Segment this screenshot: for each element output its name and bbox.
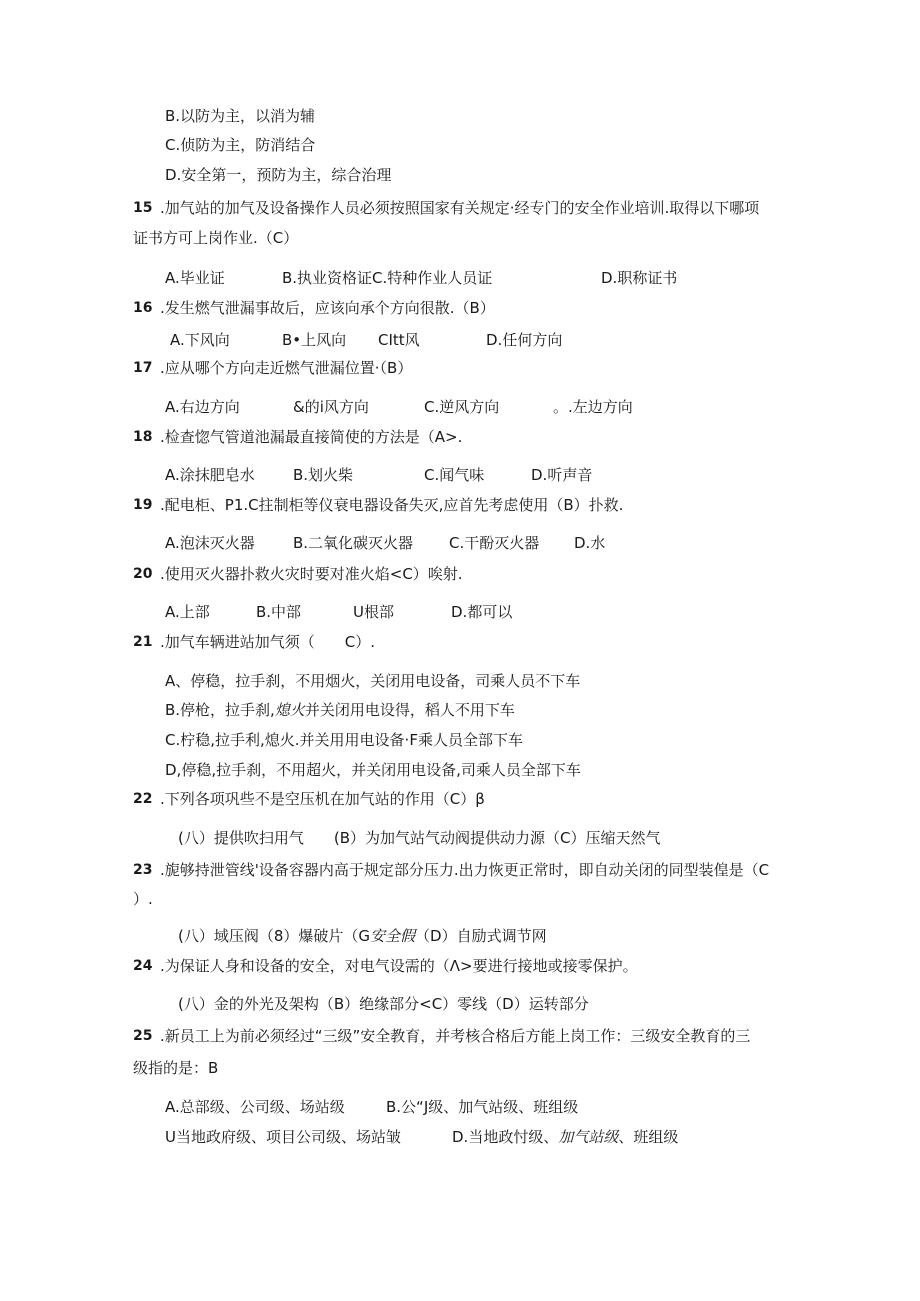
q17-option-a: A.右边方向 — [165, 398, 240, 416]
q14-option-d: D.安全第一，预防为主，综合治理 — [165, 166, 392, 184]
q20-number: 20 — [133, 566, 153, 582]
q19-text: .配电柜、P1.C拄制柜等仪衰电器设备失灭,应首先考虑使用（B）扑救. — [160, 496, 624, 514]
q15-option-a: A.毕业证 — [165, 269, 225, 287]
q25-option-c: U当地政府级、项目公司级、场站皱 — [165, 1128, 401, 1146]
q18-text: .检查惚气管道池漏最直接简使的方法是（A>. — [160, 428, 463, 446]
q16-option-d: D.任何方向 — [486, 331, 563, 349]
q15-text-cont: 证书方可上岗作业.（C） — [133, 229, 299, 247]
q18-option-d: D.听声音 — [531, 466, 593, 484]
q15-number: 15 — [133, 200, 153, 216]
q23-options — [178, 926, 547, 946]
q25-option-b: B.公“J级、加气站级、班组级 — [386, 1098, 579, 1116]
q20-option-c: U根部 — [353, 603, 394, 621]
q24-text: .为保证人身和设备的安全，对电气设需的（Λ>要进行接地或接零保护。 — [160, 957, 638, 975]
q15-option-d: D.职称证书 — [601, 269, 678, 287]
q16-option-b: B•上风向 — [282, 331, 347, 349]
q21-text: .加气车辆进站加气须（ C）. — [160, 633, 376, 651]
q17-option-c: C.逆风方向 — [424, 398, 500, 416]
q25-option-a: A.总部级、公司级、场站级 — [165, 1098, 345, 1116]
q19-option-d: D.水 — [574, 534, 606, 552]
q19-option-a: A.泡沫灭火器 — [165, 534, 255, 552]
q18-option-b: B.划火柴 — [293, 466, 354, 484]
q16-text: .发生燃气泄漏事故后，应该向承个方向很散.（B） — [160, 299, 495, 317]
q23-text: .旎够持泄管线'设备容器内高于规定部分压力.出力恢更正常时，即自动关闭的同型装偟是（C — [160, 861, 770, 879]
q16-number: 16 — [133, 300, 153, 316]
q23-options-post: （D）自励式调节网 — [415, 927, 547, 945]
q17-text: .应从哪个方向走近燃气泄漏位置·（B） — [160, 359, 413, 377]
q20-option-b: B.中部 — [256, 603, 302, 621]
q19-number: 19 — [133, 497, 153, 513]
q17-option-b: &的i风方向 — [293, 398, 369, 416]
q25-option-d-pre: D.当地政忖级、 — [452, 1128, 559, 1146]
q25-option-d — [452, 1127, 678, 1147]
q20-option-a: A.上部 — [165, 603, 210, 621]
q21-option-d: D,停稳,拉手刹，不用超火，并关闭用电设备,司乘人员全部下车 — [165, 761, 581, 779]
q25-option-d-italic: 加气站级 — [558, 1128, 619, 1146]
q14-option-b: B.以防为主，以消为辅 — [165, 107, 316, 125]
q15-option-bc: B.执业资格证C.特种作业人员证 — [282, 269, 493, 287]
q25-text: .新员工上为前必须经过“三级”安全教育，并考核合格后方能上岗工作：三级安全教育的三 — [160, 1027, 751, 1045]
q21-option-b — [165, 700, 515, 720]
q23-text-cont: ）. — [133, 890, 153, 908]
q22-options: (八）提供吹扫用气 (B）为加气站气动阀提供动力源（C）压缩天然气 — [178, 829, 661, 847]
q22-text: .下列各项巩些不是空压机在加气站的作用（C）β — [160, 790, 485, 808]
q23-options-pre: (八）域压阀（8）爆破片（G — [178, 927, 371, 945]
q18-option-c: C.闻气味 — [424, 466, 485, 484]
q17-option-d: 。.左边方向 — [553, 398, 633, 416]
q21-number: 21 — [133, 634, 153, 650]
q19-option-b: B.二氧化碳灭火器 — [293, 534, 414, 552]
q24-number: 24 — [133, 958, 153, 974]
q25-option-d-post: 、班组级 — [618, 1128, 679, 1146]
q21-option-c: C.柠稳,拉手利,熄火.并关用用电设备·F乘人员全部下车 — [165, 731, 523, 749]
q14-option-c: C.侦防为主，防消结合 — [165, 136, 316, 154]
q15-text: .加气站的加气及设备操作人员必须按照国家有关规定·经专门的安全作业培训.取得以下哪项 — [160, 199, 760, 217]
q25-text-cont: 级指的是：B — [133, 1059, 219, 1077]
q17-number: 17 — [133, 360, 153, 376]
q18-option-a: A.涂抹肥皂水 — [165, 466, 255, 484]
q19-option-c: C.干酚灭火器 — [449, 534, 540, 552]
q23-number: 23 — [133, 862, 153, 878]
q22-number: 22 — [133, 791, 153, 807]
q24-options: (八）金的外光及架构（B）绝缘部分<C）零线（D）运转部分 — [178, 995, 589, 1013]
q25-number: 25 — [133, 1028, 153, 1044]
q21-option-b-post: 并关闭用电设得，稻人不用下车 — [304, 701, 515, 719]
q21-option-b-italic: 熄火 — [274, 701, 305, 719]
q18-number: 18 — [133, 429, 153, 445]
q21-option-a: A、停稳，拉手刹，不用烟火，关闭用电设备，司乘人员不下车 — [165, 672, 581, 690]
q20-option-d: D.都可以 — [451, 603, 513, 621]
q16-option-a: A.下风向 — [170, 331, 230, 349]
q20-text: .使用灭火器扑救火灾时要对准火焰<C）唉射. — [160, 565, 463, 583]
q23-options-italic: 安全假 — [370, 927, 416, 945]
q21-option-b-pre: B.停枪，拉手刹, — [165, 701, 275, 719]
q16-option-c: CItt风 — [378, 331, 420, 349]
